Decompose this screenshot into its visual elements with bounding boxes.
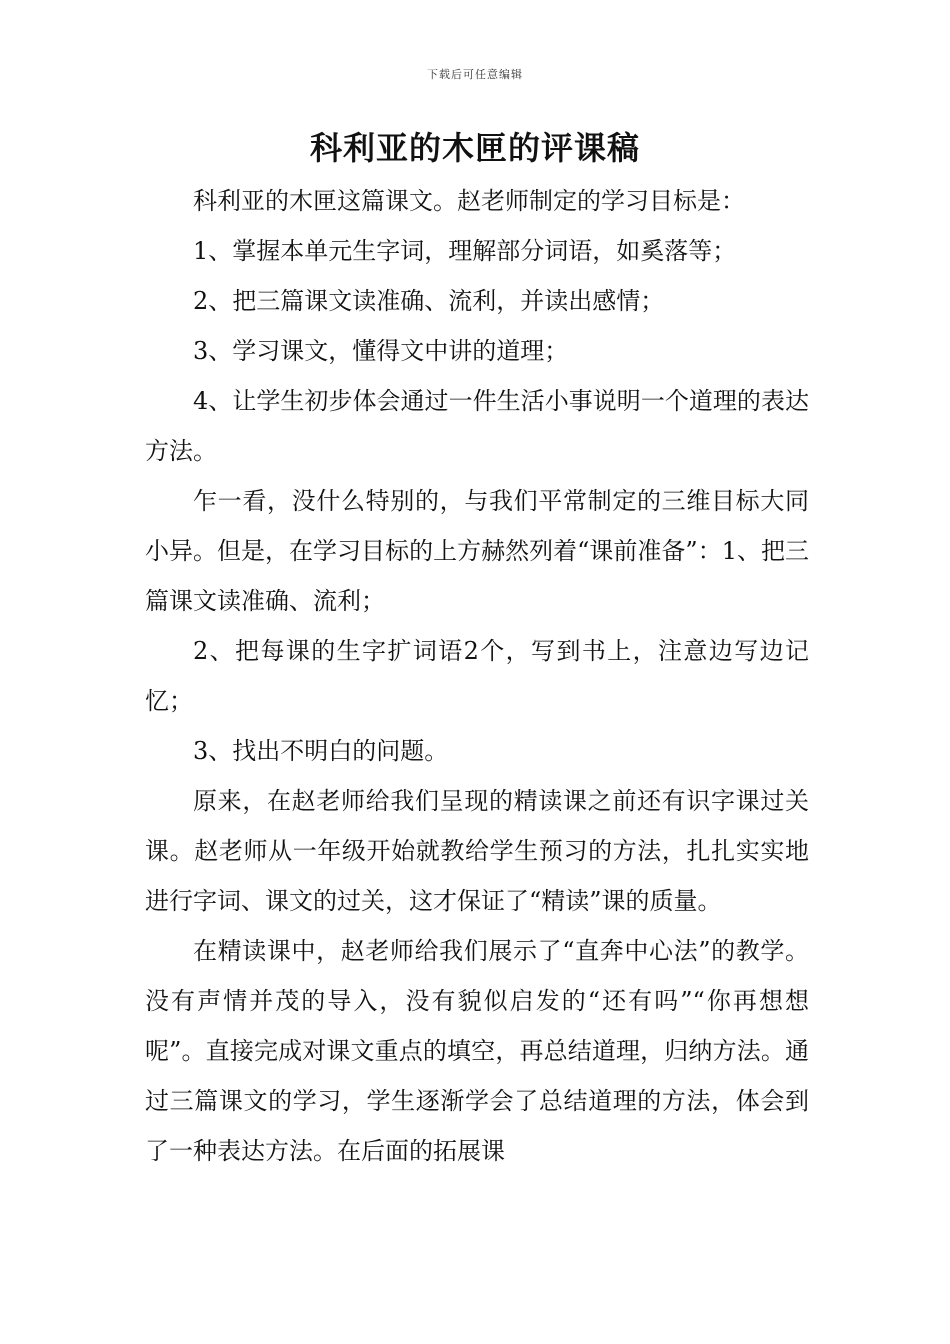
paragraph: 2、把三篇课文读准确、流利，并读出感情；	[193, 287, 665, 315]
paragraph: 乍一看，没什么特别的，与我们平常制定的三维目标大同小异。但是，在学习目标的上方赫然列着“课前准备”：1、把三篇课文读准确、流利；	[145, 487, 809, 615]
paragraph: 3、学习课文，懂得文中讲的道理；	[193, 337, 569, 365]
document-body	[145, 176, 809, 1176]
document-title: 科利亚的木匣的评课稿	[309, 129, 640, 167]
paragraph: 1、掌握本单元生字词，理解部分词语，如奚落等；	[193, 237, 737, 265]
paragraph: 在精读课中，赵老师给我们展示了“直奔中心法”的教学。没有声情并茂的导入，没有貌似启发的“还有吗”“你再想想呢”。直接完成对课文重点的填空，再总结道理，归纳方法。通过三篇课文的学习，学生逐渐学会了总结道理的方法，体会到了一种表达方法。在后面的拓展课	[145, 937, 809, 1165]
header-note: 下载后可任意编辑	[427, 68, 523, 81]
paragraph: 原来，在赵老师给我们呈现的精读课之前还有识字课过关课。赵老师从一年级开始就教给学生预习的方法，扎扎实实地进行字词、课文的过关，这才保证了“精读”课的质量。	[145, 787, 809, 915]
paragraph: 3、找出不明白的问题。	[193, 737, 449, 765]
paragraph: 科利亚的木匣这篇课文。赵老师制定的学习目标是：	[193, 187, 745, 215]
paragraph: 2、把每课的生字扩词语2个，写到书上，注意边写边记忆；	[145, 637, 809, 715]
paragraph: 4、让学生初步体会通过一件生活小事说明一个道理的表达方法。	[145, 387, 809, 465]
